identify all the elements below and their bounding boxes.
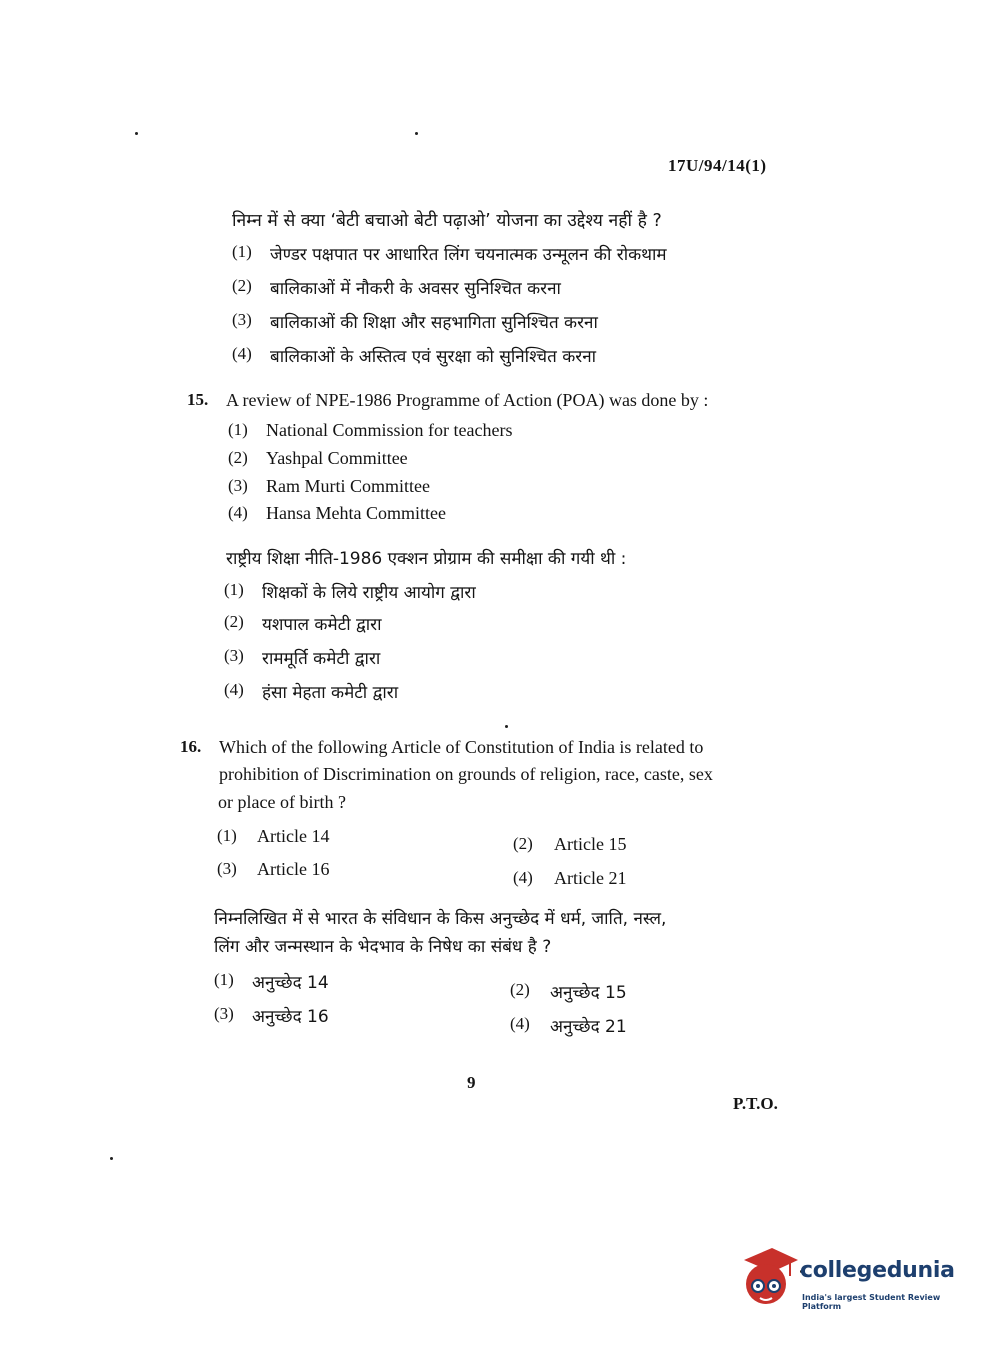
q16-option-text: Article 15 — [554, 834, 627, 854]
q15-hindi-option-number: (4) — [224, 680, 244, 699]
q15-option-text: Hansa Mehta Committee — [266, 503, 446, 523]
question-number: 16. — [180, 737, 202, 756]
q14-option-number: (3) — [232, 310, 252, 329]
q16-question-line: prohibition of Discrimination on grounds of religion, race, caste, sex — [219, 764, 713, 784]
q15-option-number: (3) — [228, 476, 248, 495]
q15-hindi-option-number: (1) — [224, 580, 244, 599]
q15-option-text: Yashpal Committee — [266, 448, 408, 468]
brand-tagline: India's largest Student Review Platform — [802, 1293, 941, 1311]
q15-question: A review of NPE-1986 Programme of Action (POA) was done by : — [226, 390, 709, 410]
q14-option-text: बालिकाओं की शिक्षा और सहभागिता सुनिश्चित करना — [270, 313, 598, 333]
q15-hindi-option-number: (3) — [224, 646, 244, 665]
page-number: 9 — [467, 1073, 476, 1092]
q15-option-number: (2) — [228, 448, 248, 467]
q14-hindi-question: निम्न में से क्या ‘बेटी बचाओ बेटी पढ़ाओ’ योजना का उद्देश्य नहीं है ? — [232, 211, 662, 231]
q15-option-number: (4) — [228, 503, 248, 522]
q16-hindi-question-line: लिंग और जन्मस्थान के भेदभाव के निषेध का संबंध है ? — [214, 937, 552, 957]
scan-speck — [110, 1157, 113, 1160]
scan-speck — [135, 132, 138, 135]
q14-option-number: (1) — [232, 242, 252, 261]
q16-question-line: or place of birth ? — [218, 792, 346, 812]
q16-hindi-option-text: अनुच्छेद 16 — [252, 1007, 329, 1027]
q14-option-text: जेण्डर पक्षपात पर आधारित लिंग चयनात्मक उन्मूलन की रोकथाम — [270, 245, 667, 265]
q16-option-text: Article 21 — [554, 868, 627, 888]
pto-label: P.T.O. — [733, 1094, 778, 1113]
scan-speck — [505, 725, 508, 728]
q16-hindi-option-text: अनुच्छेद 21 — [550, 1017, 627, 1037]
q14-option-text: बालिकाओं में नौकरी के अवसर सुनिश्चित करना — [270, 279, 561, 299]
q16-hindi-option-number: (3) — [214, 1004, 234, 1023]
q15-option-number: (1) — [228, 420, 248, 439]
q15-hindi-option-text: यशपाल कमेटी द्वारा — [262, 615, 382, 635]
q16-option-number: (1) — [217, 826, 237, 845]
brand-name: collegedunia — [800, 1258, 955, 1283]
q16-option-number: (4) — [513, 868, 533, 887]
q15-hindi-option-text: राममूर्ति कमेटी द्वारा — [262, 649, 381, 669]
q16-option-number: (3) — [217, 859, 237, 878]
q15-option-text: Ram Murti Committee — [266, 476, 430, 496]
paper-code: 17U/94/14(1) — [668, 156, 767, 175]
q16-hindi-option-number: (4) — [510, 1014, 530, 1033]
q16-hindi-question-line: निम्नलिखित में से भारत के संविधान के किस अनुच्छेद में धर्म, जाति, नस्ल, — [214, 909, 667, 929]
q16-option-text: Article 14 — [257, 826, 330, 846]
q15-hindi-option-text: शिक्षकों के लिये राष्ट्रीय आयोग द्वारा — [262, 583, 476, 603]
q15-hindi-question: राष्ट्रीय शिक्षा नीति-1986 एक्शन प्रोग्राम की समीक्षा की गयी थी : — [226, 549, 627, 569]
q16-hindi-option-number: (1) — [214, 970, 234, 989]
q16-question-line: Which of the following Article of Constitution of India is related to — [219, 737, 704, 757]
q16-hindi-option-text: अनुच्छेद 15 — [550, 983, 627, 1003]
q15-option-text: National Commission for teachers — [266, 420, 513, 440]
collegedunia-watermark — [738, 1246, 974, 1316]
q16-hindi-option-number: (2) — [510, 980, 530, 999]
q16-hindi-option-text: अनुच्छेद 14 — [252, 973, 329, 993]
q15-hindi-option-number: (2) — [224, 612, 244, 631]
graduate-cap-face-icon — [738, 1246, 798, 1316]
q14-option-number: (2) — [232, 276, 252, 295]
q16-option-number: (2) — [513, 834, 533, 853]
scan-speck — [415, 132, 418, 135]
q14-option-text: बालिकाओं के अस्तित्व एवं सुरक्षा को सुनिश्चित करना — [270, 347, 597, 367]
q16-option-text: Article 16 — [257, 859, 330, 879]
question-number: 15. — [187, 390, 209, 409]
q14-option-number: (4) — [232, 344, 252, 363]
q15-hindi-option-text: हंसा मेहता कमेटी द्वारा — [262, 683, 399, 703]
